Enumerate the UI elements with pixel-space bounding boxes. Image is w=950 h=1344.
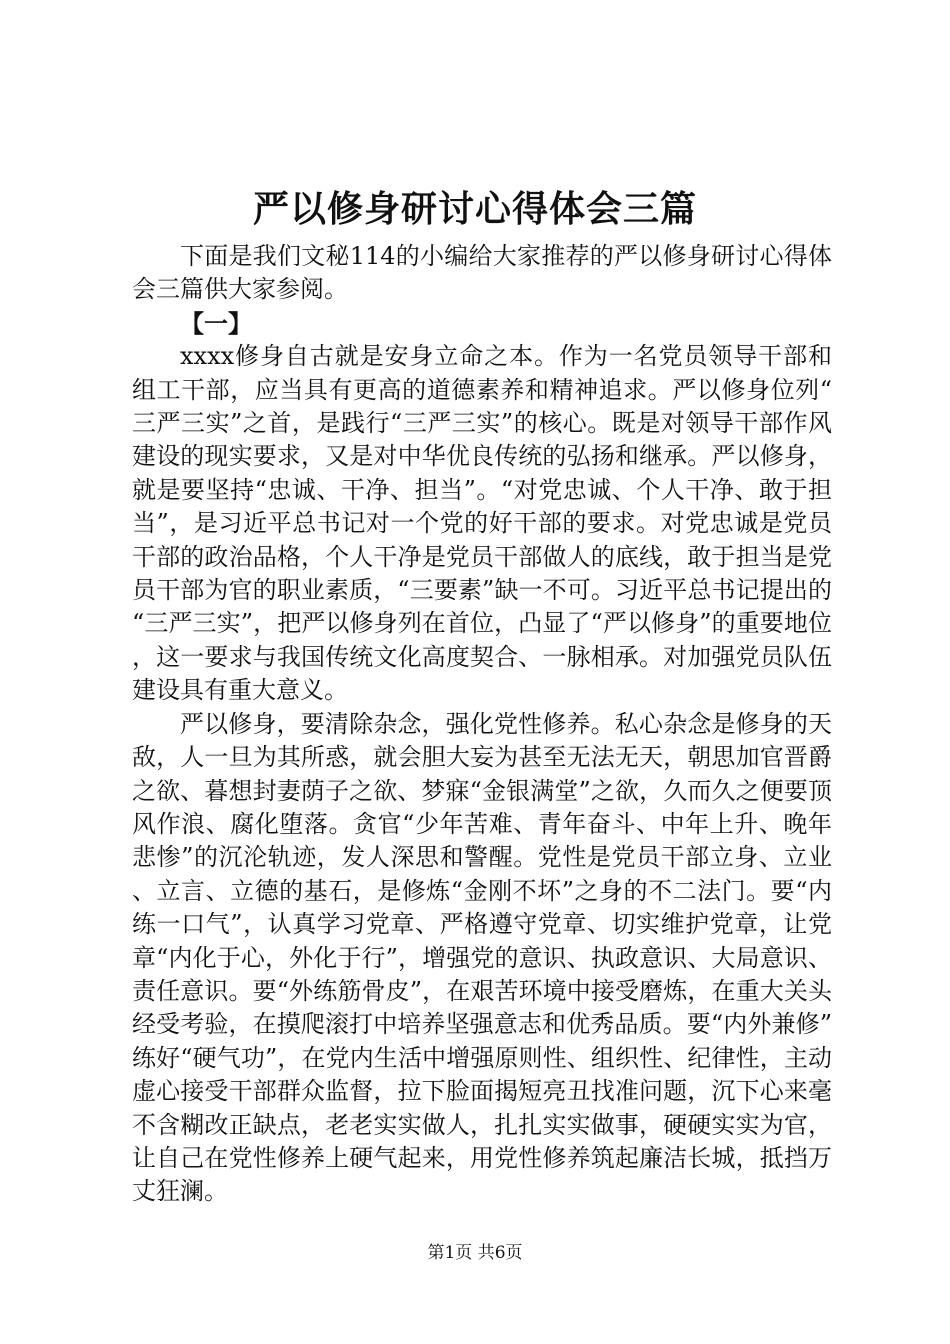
- document-title: 严以修身研讨心得体会三篇: [252, 188, 697, 230]
- body-paragraph-1: xxxx修身自古就是安身立命之本。作为一名党员领导干部和组工干部，应当具有更高的道德素养和精神追求。严以修身位列“三严三实”之首，是践行“三严三实”的核心。既是对领导干部作风建设的现实要求，又是对中华优良传统的弘扬和继承。严以修身，就是要坚持“忠诚、干净、担当”。“对党忠诚、个人干净、敢于担当”，是习近平总书记对一个党的好干部的要求。对党忠诚是党员干部的政治品格，个人干净是党员干部做人的底线，敢于担当是党员干部为官的职业素质，“三要素”缺一不可。习近平总书记提出的“三严三实”，把严以修身列在首位，凸显了“严以修身”的重要地位，这一要求与我国传统文化高度契合、一脉相承。对加强党员队伍建设具有重大意义。: [132, 342, 832, 705]
- page-footer: 第1页 共6页: [427, 1243, 523, 1263]
- section-heading: 【一】: [180, 308, 252, 338]
- intro-paragraph: 下面是我们文秘114的小编给大家推荐的严以修身研讨心得体会三篇供大家参阅。: [132, 242, 832, 304]
- body-paragraph-2: 严以修身，要清除杂念，强化党性修养。私心杂念是修身的天敌，人一旦为其所惑，就会胆大妄为甚至无法无天，朝思加官晋爵之欲、暮想封妻荫子之欲、梦寐“金银满堂”之欲，久而久之便要顶风作浪、腐化堕落。贪官“少年苦难、青年奋斗、中年上升、晚年悲惨”的沉沦轨迹，发人深思和警醒。党性是党员干部立身、立业、立言、立德的基石，是修炼“金刚不坏”之身的不二法门。要“内练一口气”，认真学习党章、严格遵守党章、切实维护党章，让党章“内化于心，外化于行”，增强党的意识、执政意识、大局意识、责任意识。要“外练筋骨皮”，在艰苦环境中接受磨炼，在重大关头经受考验，在摸爬滚打中培养坚强意志和优秀品质。要“内外兼修”练好“硬气功”，在党内生活中增强原则性、组织性、纪律性，主动虚心接受干部群众监督，拉下脸面揭短亮丑找准问题，沉下心来毫不含糊改正缺点，老老实实做人，扎扎实实做事，硬硬实实为官，让自己在党性修养上硬气起来，用党性修养筑起廉洁长城，抵挡万丈狂澜。: [132, 709, 832, 1206]
- document-body: [132, 240, 832, 1209]
